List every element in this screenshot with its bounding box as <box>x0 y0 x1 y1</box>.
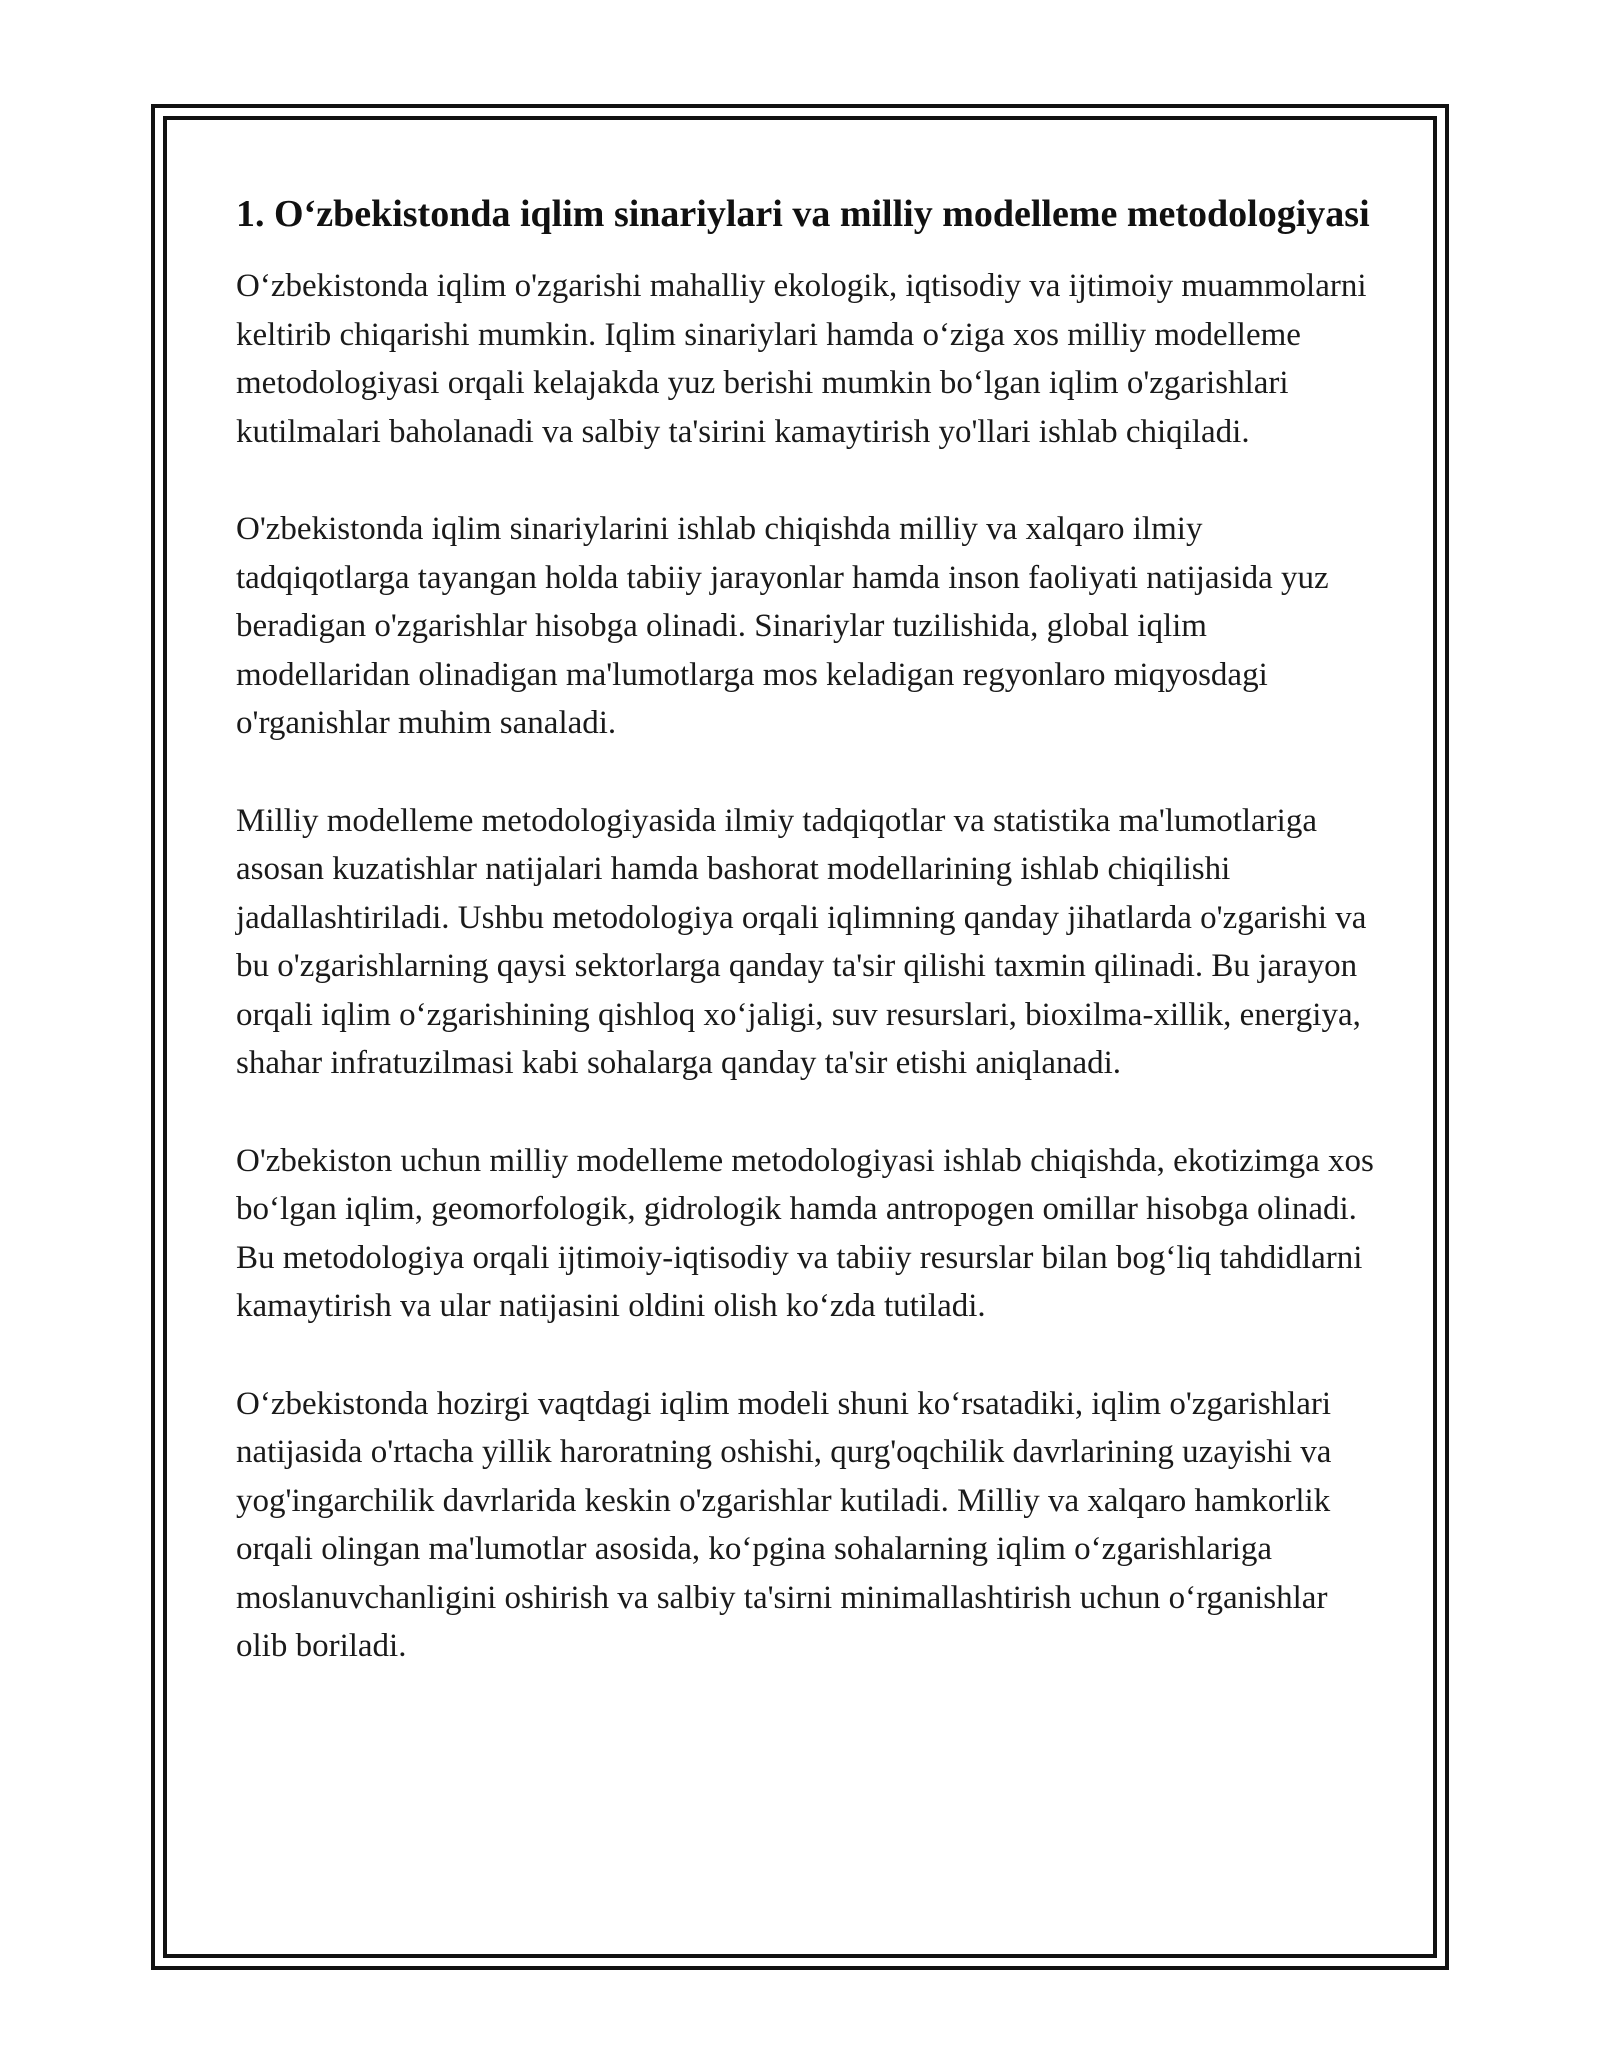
paragraph-1: O‘zbekistonda iqlim o'zgarishi mahalliy ekologik, iqtisodiy va ijtimoiy muammolarni keltirib chiqarishi mumkin. Iqlim sinariylari hamda o‘ziga xos milliy modelleme metodologiyasi orqali kelajakda yuz berishi mumkin bo‘lgan iqlim o'zgarishlari kutilmalari baholanadi va salbiy ta'sirini kamaytirish yo'llari ishlab chiqiladi. <box>236 268 1367 450</box>
section-title: 1. O‘zbekistonda iqlim sinariylari va milliy modelleme metodologiyasi <box>236 193 1370 235</box>
paragraph-2: O'zbekistonda iqlim sinariylarini ishlab chiqishda milliy va xalqaro ilmiy tadqiqotlarga tayangan holda tabiiy jarayonlar hamda inson faoliyati natijasida yuz beradigan o'zgarishlar hisobga olinadi. Sinariylar tuzilishida, global iqlim modellaridan olinadigan ma'lumotlarga mos keladigan regyonlaro miqyosdagi o'rganishlar muhim sanaladi. <box>236 511 1329 741</box>
document-body <box>236 186 1376 1720</box>
paragraph-3: Milliy modelleme metodologiyasida ilmiy tadqiqotlar va statistika ma'lumotlariga asosan kuzatishlar natijalari hamda bashorat modellarining ishlab chiqilishi jadallashtiriladi. Ushbu metodologiya orqali iqlimning qanday jihatlarda o'zgarishi va bu o'zgarishlarning qaysi sektorlarga qanday ta'sir qilishi taxmin qilinadi. Bu jarayon orqali iqlim o‘zgarishining qishloq xo‘jaligi, suv resurslari, bioxilma-xillik, energiya, shahar infratuzilmasi kabi sohalarga qanday ta'sir etishi aniqlanadi. <box>236 802 1367 1081</box>
paragraph-4: O'zbekiston uchun milliy modelleme metodologiyasi ishlab chiqishda, ekotizimga xos bo‘lgan iqlim, geomorfologik, gidrologik hamda antropogen omillar hisobga olinadi. Bu metodologiya orqali ijtimoiy-iqtisodiy va tabiiy resurslar bilan bog‘liq tahdidlarni kamaytirish va ular natijasini oldini olish ko‘zda tutiladi. <box>236 1142 1374 1324</box>
paragraph-5: O‘zbekistonda hozirgi vaqtdagi iqlim modeli shuni ko‘rsatadiki, iqlim o'zgarishlari natijasida o'rtacha yillik haroratning oshishi, qurg'oqchilik davrlarining uzayishi va yog'ingarchilik davrlarida keskin o'zgarishlar kutiladi. Milliy va xalqaro hamkorlik orqali olingan ma'lumotlar asosida, ko‘pgina sohalarning iqlim o‘zgarishlariga moslanuvchanligini oshirish va salbiy ta'sirni minimallashtirish uchun o‘rganishlar olib boriladi. <box>236 1385 1332 1664</box>
